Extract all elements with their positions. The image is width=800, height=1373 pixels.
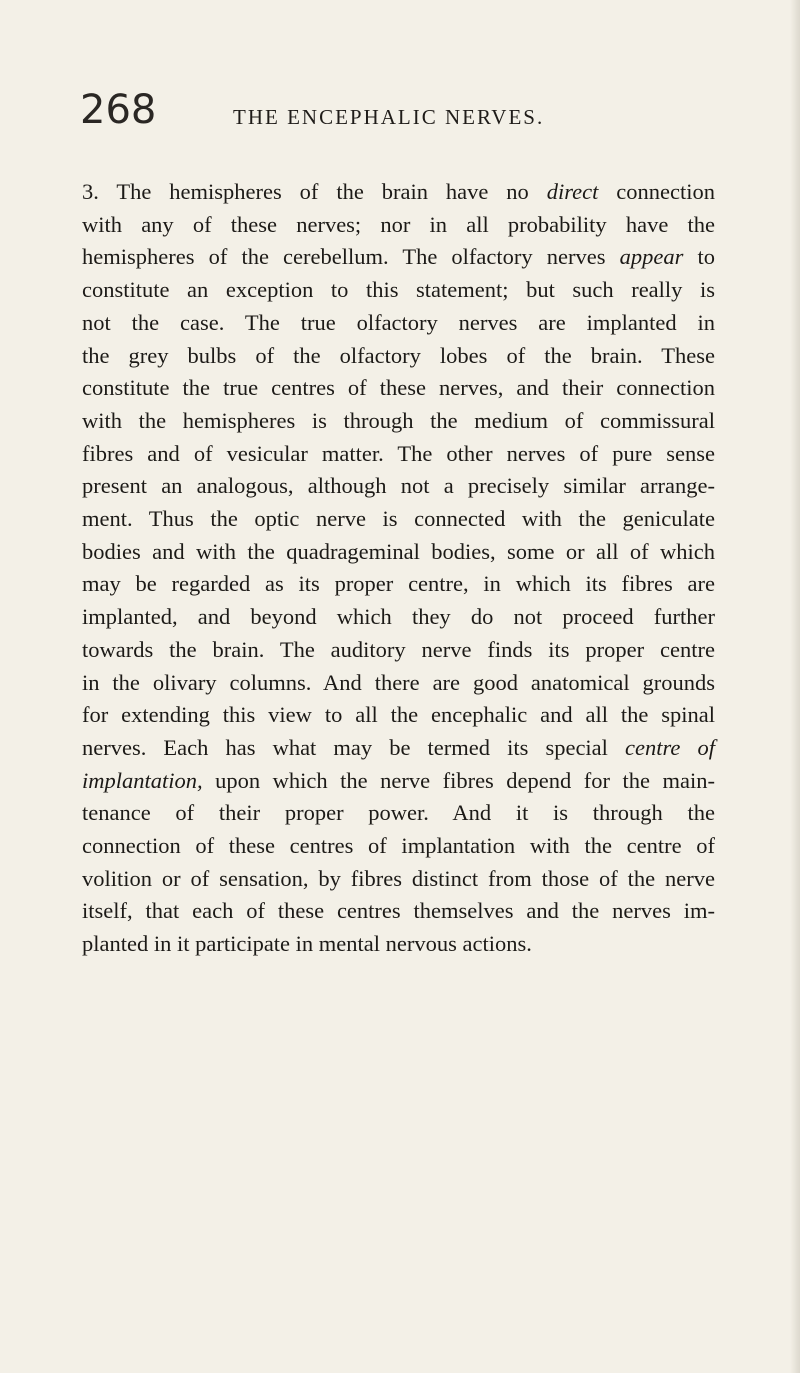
page-header (0, 88, 800, 138)
text-run: not the case. The true olfactory nerves are implanted in (82, 309, 715, 335)
text-run: constitute an exception to this statement; but such really is (82, 277, 715, 303)
text-run: nerves. Each has what may be termed its special (82, 734, 626, 760)
text-line (82, 307, 715, 340)
text-run: towards the brain. The auditory nerve finds its proper centre (82, 636, 715, 662)
page-edge-shadow (790, 0, 800, 1373)
text-line (82, 895, 715, 928)
text-line (82, 634, 715, 667)
text-run: present an analogous, although not a precisely similar arrange- (82, 473, 715, 499)
text-line (82, 863, 715, 896)
text-run: with any of these nerves; nor in all probability have the (82, 211, 715, 237)
italic-run: appear (619, 244, 684, 270)
text-line (82, 470, 715, 503)
text-line (82, 405, 715, 438)
text-line (82, 601, 715, 634)
text-line (82, 438, 715, 471)
text-run: hemispheres of the cerebellum. The olfactory nerves (82, 244, 620, 270)
text-run: 3. The hemispheres of the brain have no (82, 179, 547, 204)
text-line (82, 372, 715, 405)
text-run: in the olivary columns. And there are good anatomical grounds (82, 669, 715, 695)
text-run: to (683, 244, 715, 270)
text-line (82, 536, 715, 569)
text-run: planted in it participate in mental nervous actions. (82, 931, 532, 957)
text-line (82, 176, 715, 209)
text-run: connection (598, 179, 715, 204)
italic-run: direct (546, 179, 599, 204)
text-line (82, 209, 715, 242)
text-line (82, 765, 715, 798)
text-line (82, 568, 715, 601)
text-run: the grey bulbs of the olfactory lobes of the brain. These (82, 342, 715, 368)
text-line (82, 274, 715, 307)
italic-run: centre of (625, 734, 715, 760)
text-run: ment. Thus the optic nerve is connected with the geniculate (82, 506, 715, 532)
text-run: volition or of sensation, by fibres distinct from those of the nerve (82, 865, 715, 891)
text-run: connection of these centres of implantation with the centre of (82, 833, 715, 859)
body-paragraph (82, 176, 715, 961)
text-run: itself, that each of these centres themselves and the nerves im- (82, 898, 715, 924)
text-line (82, 830, 715, 863)
page-number: 268 (80, 87, 157, 133)
text-run: tenance of their proper power. And it is through the (82, 800, 715, 826)
text-line (82, 797, 715, 830)
text-run: fibres and of vesicular matter. The other nerves of pure sense (82, 440, 715, 466)
text-line (82, 241, 715, 274)
text-run: constitute the true centres of these nerves, and their connection (82, 375, 715, 401)
text-run: bodies and with the quadrageminal bodies, some or all of which (82, 538, 715, 564)
text-line (82, 667, 715, 700)
italic-run: implantation, (82, 767, 203, 793)
text-line (82, 699, 715, 732)
text-run: may be regarded as its proper centre, in which its fibres are (82, 571, 715, 597)
text-run: with the hemispheres is through the medium of commissural (82, 407, 715, 433)
text-line (82, 732, 715, 765)
text-line (82, 928, 715, 961)
text-line (82, 503, 715, 536)
text-run: upon which the nerve fibres depend for the main- (202, 767, 715, 793)
running-head: THE ENCEPHALIC NERVES. (233, 105, 545, 129)
text-run: for extending this view to all the encephalic and all the spinal (82, 702, 715, 728)
text-run: implanted, and beyond which they do not proceed further (82, 604, 715, 630)
text-line (82, 340, 715, 373)
